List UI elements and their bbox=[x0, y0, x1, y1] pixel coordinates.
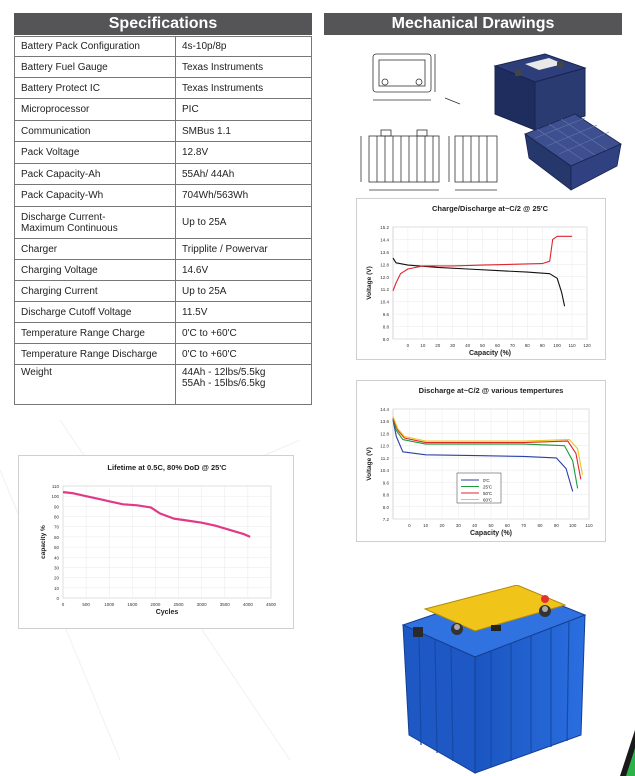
spec-row bbox=[15, 142, 312, 164]
y-axis-label: Voltage (V) bbox=[366, 266, 373, 300]
lifetime-chart bbox=[19, 456, 293, 628]
x-tick-label: 120 bbox=[583, 343, 591, 348]
y-tick-label: 110 bbox=[51, 484, 59, 489]
spec-row bbox=[15, 164, 312, 185]
spec-value: 55Ah/ 44Ah bbox=[176, 164, 312, 185]
x-tick-label: 3000 bbox=[196, 602, 207, 607]
x-tick-label: 2500 bbox=[173, 602, 184, 607]
x-tick-label: 90 bbox=[539, 343, 545, 348]
x-tick-label: 4000 bbox=[242, 602, 253, 607]
spec-row bbox=[15, 302, 312, 323]
spec-label: Battery Protect IC bbox=[15, 78, 176, 99]
spec-value: 704Wh/563Wh bbox=[176, 185, 312, 207]
specifications-table bbox=[14, 36, 312, 405]
spec-label: Discharge Cutoff Voltage bbox=[15, 302, 176, 323]
series-line-capacity bbox=[63, 492, 250, 537]
battery-product-image bbox=[395, 585, 595, 775]
spec-label: Communication bbox=[15, 121, 176, 142]
x-tick-label: 0 bbox=[408, 523, 411, 528]
y-tick-label: 20 bbox=[53, 575, 59, 581]
y-tick-label: 7.2 bbox=[382, 517, 389, 522]
y-tick-label: 8.0 bbox=[382, 504, 389, 510]
spec-label: Battery Pack Configuration bbox=[15, 37, 176, 57]
spec-row bbox=[15, 344, 312, 365]
x-axis-label: Capacity (%) bbox=[469, 530, 513, 537]
spec-row bbox=[15, 121, 312, 142]
x-tick-label: 50 bbox=[488, 523, 494, 528]
y-tick-label: 13.6 bbox=[380, 419, 389, 425]
y-tick-label: 12.8 bbox=[380, 262, 389, 268]
y-tick-label: 10 bbox=[53, 585, 59, 591]
x-tick-label: 1000 bbox=[104, 602, 115, 607]
spec-value: Tripplite / Powervar bbox=[176, 239, 312, 260]
x-tick-label: 50 bbox=[480, 343, 486, 348]
spec-value: 0'C to +60'C bbox=[176, 344, 312, 365]
y-tick-label: 70 bbox=[53, 524, 59, 530]
spec-value: PIC bbox=[176, 99, 312, 121]
plot-area bbox=[63, 486, 271, 598]
x-tick-label: 4500 bbox=[265, 602, 277, 607]
x-tick-label: 60 bbox=[494, 343, 500, 348]
x-tick-label: 40 bbox=[465, 343, 471, 348]
x-tick-label: 0 bbox=[406, 343, 410, 348]
y-tick-label: 10.4 bbox=[380, 468, 389, 474]
y-tick-label: 80 bbox=[53, 514, 59, 520]
x-tick-label: 30 bbox=[450, 343, 456, 348]
y-tick-label: 0 bbox=[56, 596, 59, 601]
spec-value: Texas Instruments bbox=[176, 78, 312, 99]
x-tick-label: 3500 bbox=[219, 602, 230, 607]
plot-area bbox=[393, 227, 587, 339]
x-tick-label: 40 bbox=[472, 523, 478, 528]
y-tick-label: 13.6 bbox=[380, 249, 389, 255]
x-tick-label: 20 bbox=[435, 343, 441, 348]
spec-label: Microprocessor bbox=[15, 99, 176, 121]
x-tick-label: 10 bbox=[423, 523, 429, 528]
spec-row bbox=[15, 207, 312, 239]
spec-label: Pack Voltage bbox=[15, 142, 176, 164]
y-axis-label: capacity % bbox=[40, 525, 47, 559]
y-tick-label: 11.2 bbox=[380, 455, 389, 461]
x-tick-label: 2000 bbox=[150, 602, 161, 607]
y-tick-label: 50 bbox=[53, 545, 59, 551]
x-axis-label: Capacity (%) bbox=[468, 350, 512, 357]
spec-value: 12.8V bbox=[176, 142, 312, 164]
x-tick-label: 70 bbox=[509, 343, 515, 348]
spec-value: Up to 25A bbox=[176, 281, 312, 302]
legend-box bbox=[457, 473, 501, 503]
spec-value: 14.6V bbox=[176, 260, 312, 281]
spec-label: Battery Fuel Gauge bbox=[15, 57, 176, 78]
temperature-discharge-chart bbox=[357, 381, 605, 541]
y-tick-label: 10.4 bbox=[380, 299, 389, 305]
y-tick-label: 8.8 bbox=[382, 324, 389, 330]
x-tick-label: 100 bbox=[553, 343, 561, 348]
spec-row bbox=[15, 365, 312, 405]
x-tick-label: 0 bbox=[61, 602, 65, 607]
spec-value: Texas Instruments bbox=[176, 57, 312, 78]
legend-label: 25'C bbox=[483, 484, 493, 490]
specifications-header: Specifications bbox=[14, 13, 312, 35]
y-tick-label: 8.0 bbox=[382, 337, 389, 342]
spec-row bbox=[15, 323, 312, 344]
y-tick-label: 8.8 bbox=[382, 492, 389, 498]
spec-label: Charger bbox=[15, 239, 176, 260]
spec-value: 11.5V bbox=[176, 302, 312, 323]
y-tick-label: 100 bbox=[51, 494, 59, 500]
side-view-drawing bbox=[449, 136, 497, 190]
spec-row bbox=[15, 260, 312, 281]
spec-label: Discharge Current- Maximum Continuous bbox=[15, 207, 176, 239]
spec-label: Weight bbox=[15, 365, 176, 405]
x-tick-label: 60 bbox=[504, 523, 510, 528]
spec-value: SMBus 1.1 bbox=[176, 121, 312, 142]
y-tick-label: 60 bbox=[53, 534, 59, 540]
y-tick-label: 9.6 bbox=[382, 312, 389, 318]
spec-label: Charging Current bbox=[15, 281, 176, 302]
legend-label: 0'C bbox=[483, 478, 490, 483]
spec-row bbox=[15, 37, 312, 57]
chart-title: Discharge at~C/2 @ various tempertures bbox=[418, 386, 564, 395]
x-tick-label: 20 bbox=[439, 523, 445, 528]
x-tick-label: 10 bbox=[420, 343, 426, 348]
spec-value: Up to 25A bbox=[176, 207, 312, 239]
legend-label: 50'C bbox=[483, 491, 493, 496]
y-axis-label: Voltage (V) bbox=[366, 447, 373, 481]
spec-label: Pack Capacity-Ah bbox=[15, 164, 176, 185]
y-tick-label: 14.4 bbox=[380, 407, 389, 412]
spec-label: Pack Capacity-Wh bbox=[15, 185, 176, 207]
spec-label: Temperature Range Discharge bbox=[15, 344, 176, 365]
legend-label: 60'C bbox=[483, 497, 493, 503]
spec-row bbox=[15, 185, 312, 207]
x-tick-label: 80 bbox=[524, 343, 530, 348]
x-tick-label: 90 bbox=[553, 523, 559, 528]
y-tick-label: 9.6 bbox=[382, 480, 389, 486]
spec-value: 0'C to +60'C bbox=[176, 323, 312, 344]
spec-row bbox=[15, 57, 312, 78]
spec-row bbox=[15, 99, 312, 121]
y-tick-label: 30 bbox=[53, 565, 59, 571]
y-tick-label: 15.2 bbox=[380, 225, 389, 230]
spec-value: 4s-10p/8p bbox=[176, 37, 312, 57]
y-tick-label: 40 bbox=[53, 555, 59, 561]
x-tick-label: 70 bbox=[521, 523, 527, 528]
chart-title: Charge/Discharge at~C/2 @ 25'C bbox=[431, 204, 549, 213]
top-view-drawing bbox=[373, 54, 460, 104]
y-tick-label: 14.4 bbox=[380, 237, 389, 243]
x-tick-label: 110 bbox=[568, 343, 576, 348]
x-tick-label: 110 bbox=[585, 523, 593, 528]
spec-label: Temperature Range Charge bbox=[15, 323, 176, 344]
spec-label: Charging Voltage bbox=[15, 260, 176, 281]
spec-value: 44Ah - 12lbs/5.5kg 55Ah - 15lbs/6.5kg bbox=[176, 365, 312, 405]
x-axis-label: Cycles bbox=[155, 609, 179, 616]
x-tick-label: 500 bbox=[82, 602, 90, 607]
mechanical-drawings-header: Mechanical Drawings bbox=[324, 13, 622, 35]
spec-row bbox=[15, 281, 312, 302]
y-tick-label: 12.0 bbox=[380, 274, 389, 280]
x-tick-label: 100 bbox=[568, 523, 577, 528]
y-tick-label: 11.2 bbox=[380, 287, 389, 293]
y-tick-label: 12.8 bbox=[380, 431, 389, 437]
y-tick-label: 90 bbox=[53, 504, 59, 510]
chart-title: Lifetime at 0.5C, 80% DoD @ 25'C bbox=[107, 463, 227, 472]
mechanical-drawings-figure bbox=[355, 44, 625, 194]
y-tick-label: 12.0 bbox=[380, 443, 389, 449]
front-view-drawing bbox=[361, 130, 439, 190]
spec-row bbox=[15, 78, 312, 99]
spec-row bbox=[15, 239, 312, 260]
x-tick-label: 1500 bbox=[127, 602, 138, 607]
charge-discharge-chart bbox=[357, 199, 605, 359]
x-tick-label: 30 bbox=[455, 523, 461, 528]
x-tick-label: 80 bbox=[537, 523, 543, 528]
